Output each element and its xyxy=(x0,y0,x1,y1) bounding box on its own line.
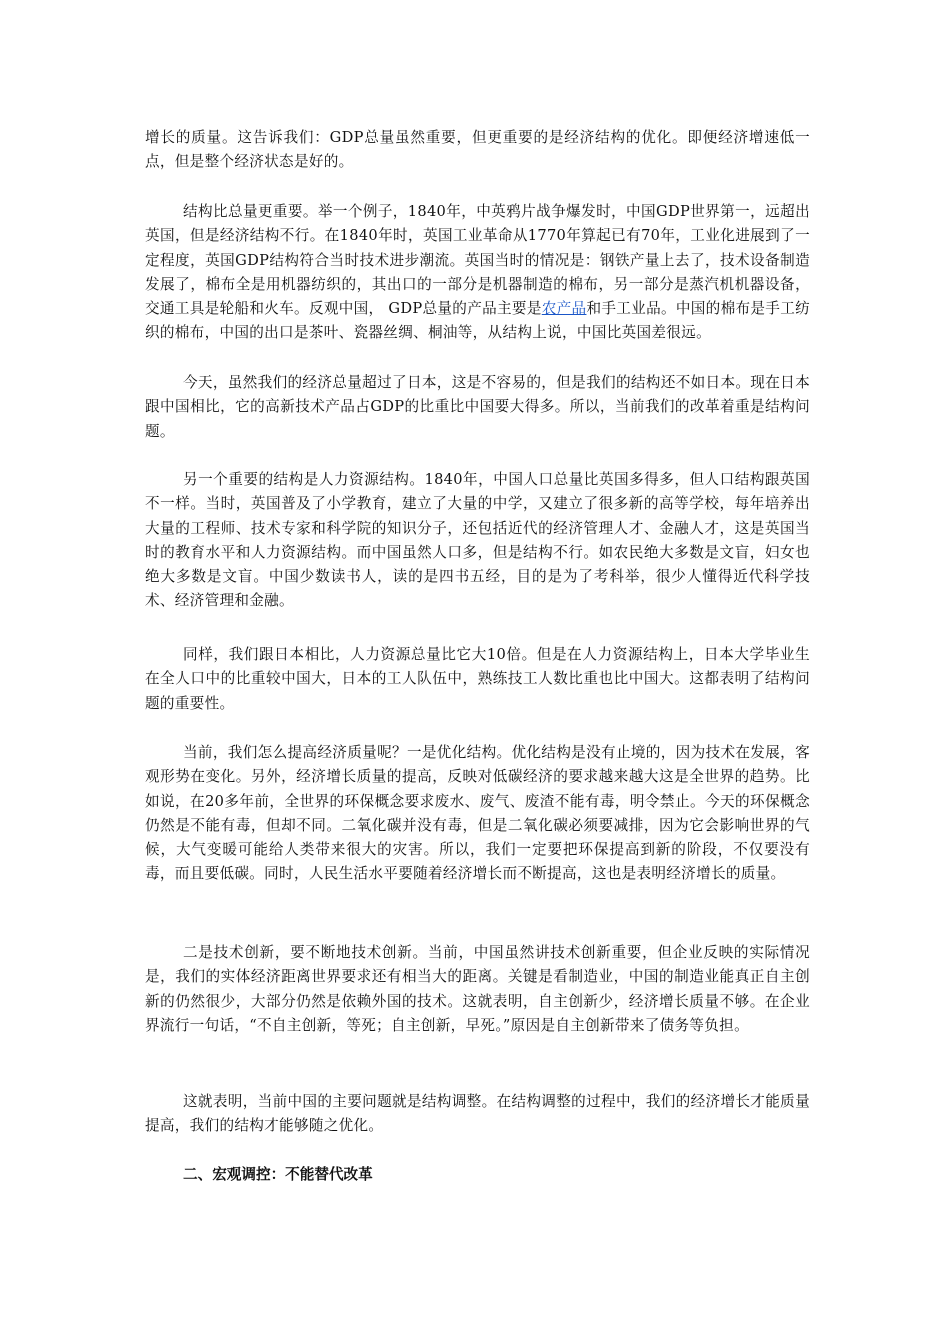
paragraph-human-resources: 另一个重要的结构是人力资源结构。1840年，中国人口总量比英国多得多，但人口结构跟英国不一样。当时，英国普及了小学教育，建立了大量的中学，又建立了很多新的高等学校，每年培养出大量的工程师、技术专家和科学院的知识分子，还包括近代的经济管理人才、金融人才，这是英国当时的教育水平和人力资源结构。而中国虽然人口多，但是结构不行。如农民绝大多数是文盲，妇女也绝大多数是文盲。中国少数读书人，读的是四书五经，目的是为了考科举，很少人懂得近代科学技术、经济管理和金融。 xyxy=(145,471,810,610)
paragraph-technology-innovation: 二是技术创新，要不断地技术创新。当前，中国虽然讲技术创新重要，但企业反映的实际情况是，我们的实体经济距离世界要求还有相当大的距离。关键是看制造业，中国的制造业能真正自主创新的仍然很少，大部分仍然是依赖外国的技术。这就表明，自主创新少，经济增长质量不够。在企业界流行一句话，“不自主创新，等死；自主创新，早死。”原因是自主创新带来了债务等负担。 xyxy=(145,944,810,1034)
paragraph-structure-text-1: 结构比总量更重要。举一个例子，1840年，中英鸦片战争爆发时，中国GDP世界第一，远超出英国，但是经济结构不行。在1840年时，英国工业革命从1770年算起已有70年，工业化进展到了一定程度，英国GDP结构符合当时技术进步潮流。英国当时的情况是：钢铁产量上去了，技术设备制造发展了，棉布全是用机器纺织的，其出口的一部分是机器制造的棉布，另一部分是蒸汽机机器设备，交通工具是轮船和火车。反观中国， GDP总量的产品主要是 xyxy=(145,203,810,318)
paragraph-structure-text-2: 和手工业品。中国的棉布是手工纺织的棉布，中国的出口是茶叶、瓷器丝绸、桐油等，从结构上说，中国比英国差很远。 xyxy=(145,300,810,342)
paragraph-japan-comparison: 今天，虽然我们的经济总量超过了日本，这是不容易的，但是我们的结构还不如日本。现在日本跟中国相比，它的高新技术产品占GDP的比重比中国要大得多。所以，当前我们的改革着重是结构问题。 xyxy=(145,374,810,440)
section-heading: 二、宏观调控：不能替代改革 xyxy=(183,1166,373,1183)
paragraph-gdp-quality: 增长的质量。这告诉我们：GDP总量虽然重要，但更重要的是经济结构的优化。即便经济增速低一点，但是整个经济状态是好的。 xyxy=(145,129,810,171)
paragraph-japan-human-resources: 同样，我们跟日本相比，人力资源总量比它大10倍。但是在人力资源结构上，日本大学毕业生在全人口中的比重较中国大，日本的工人队伍中，熟练技工人数比重也比中国大。这都表明了结构问题的重要性。 xyxy=(145,646,810,712)
agricultural-products-link[interactable]: 农产品 xyxy=(541,300,587,318)
paragraph-structural-adjustment: 这就表明，当前中国的主要问题就是结构调整。在结构调整的过程中，我们的经济增长才能质量提高，我们的结构才能够随之优化。 xyxy=(145,1093,810,1135)
paragraph-optimize-structure: 当前，我们怎么提高经济质量呢？一是优化结构。优化结构是没有止境的，因为技术在发展，客观形势在变化。另外，经济增长质量的提高，反映对低碳经济的要求越来越大这是全世界的趋势。比如说，在20多年前，全世界的环保概念要求废水、废气、废渣不能有毒，明令禁止。今天的环保概念仍然是不能有毒，但却不同。二氧化碳并没有毒，但是二氧化碳必须要减排，因为它会影响世界的气候，大气变暖可能给人类带来很大的灾害。所以，我们一定要把环保提高到新的阶段，不仅要没有毒，而且要低碳。同时，人民生活水平要随着经济增长而不断提高，这也是表明经济增长的质量。 xyxy=(145,744,810,883)
paragraph-structure-over-total xyxy=(145,200,810,346)
